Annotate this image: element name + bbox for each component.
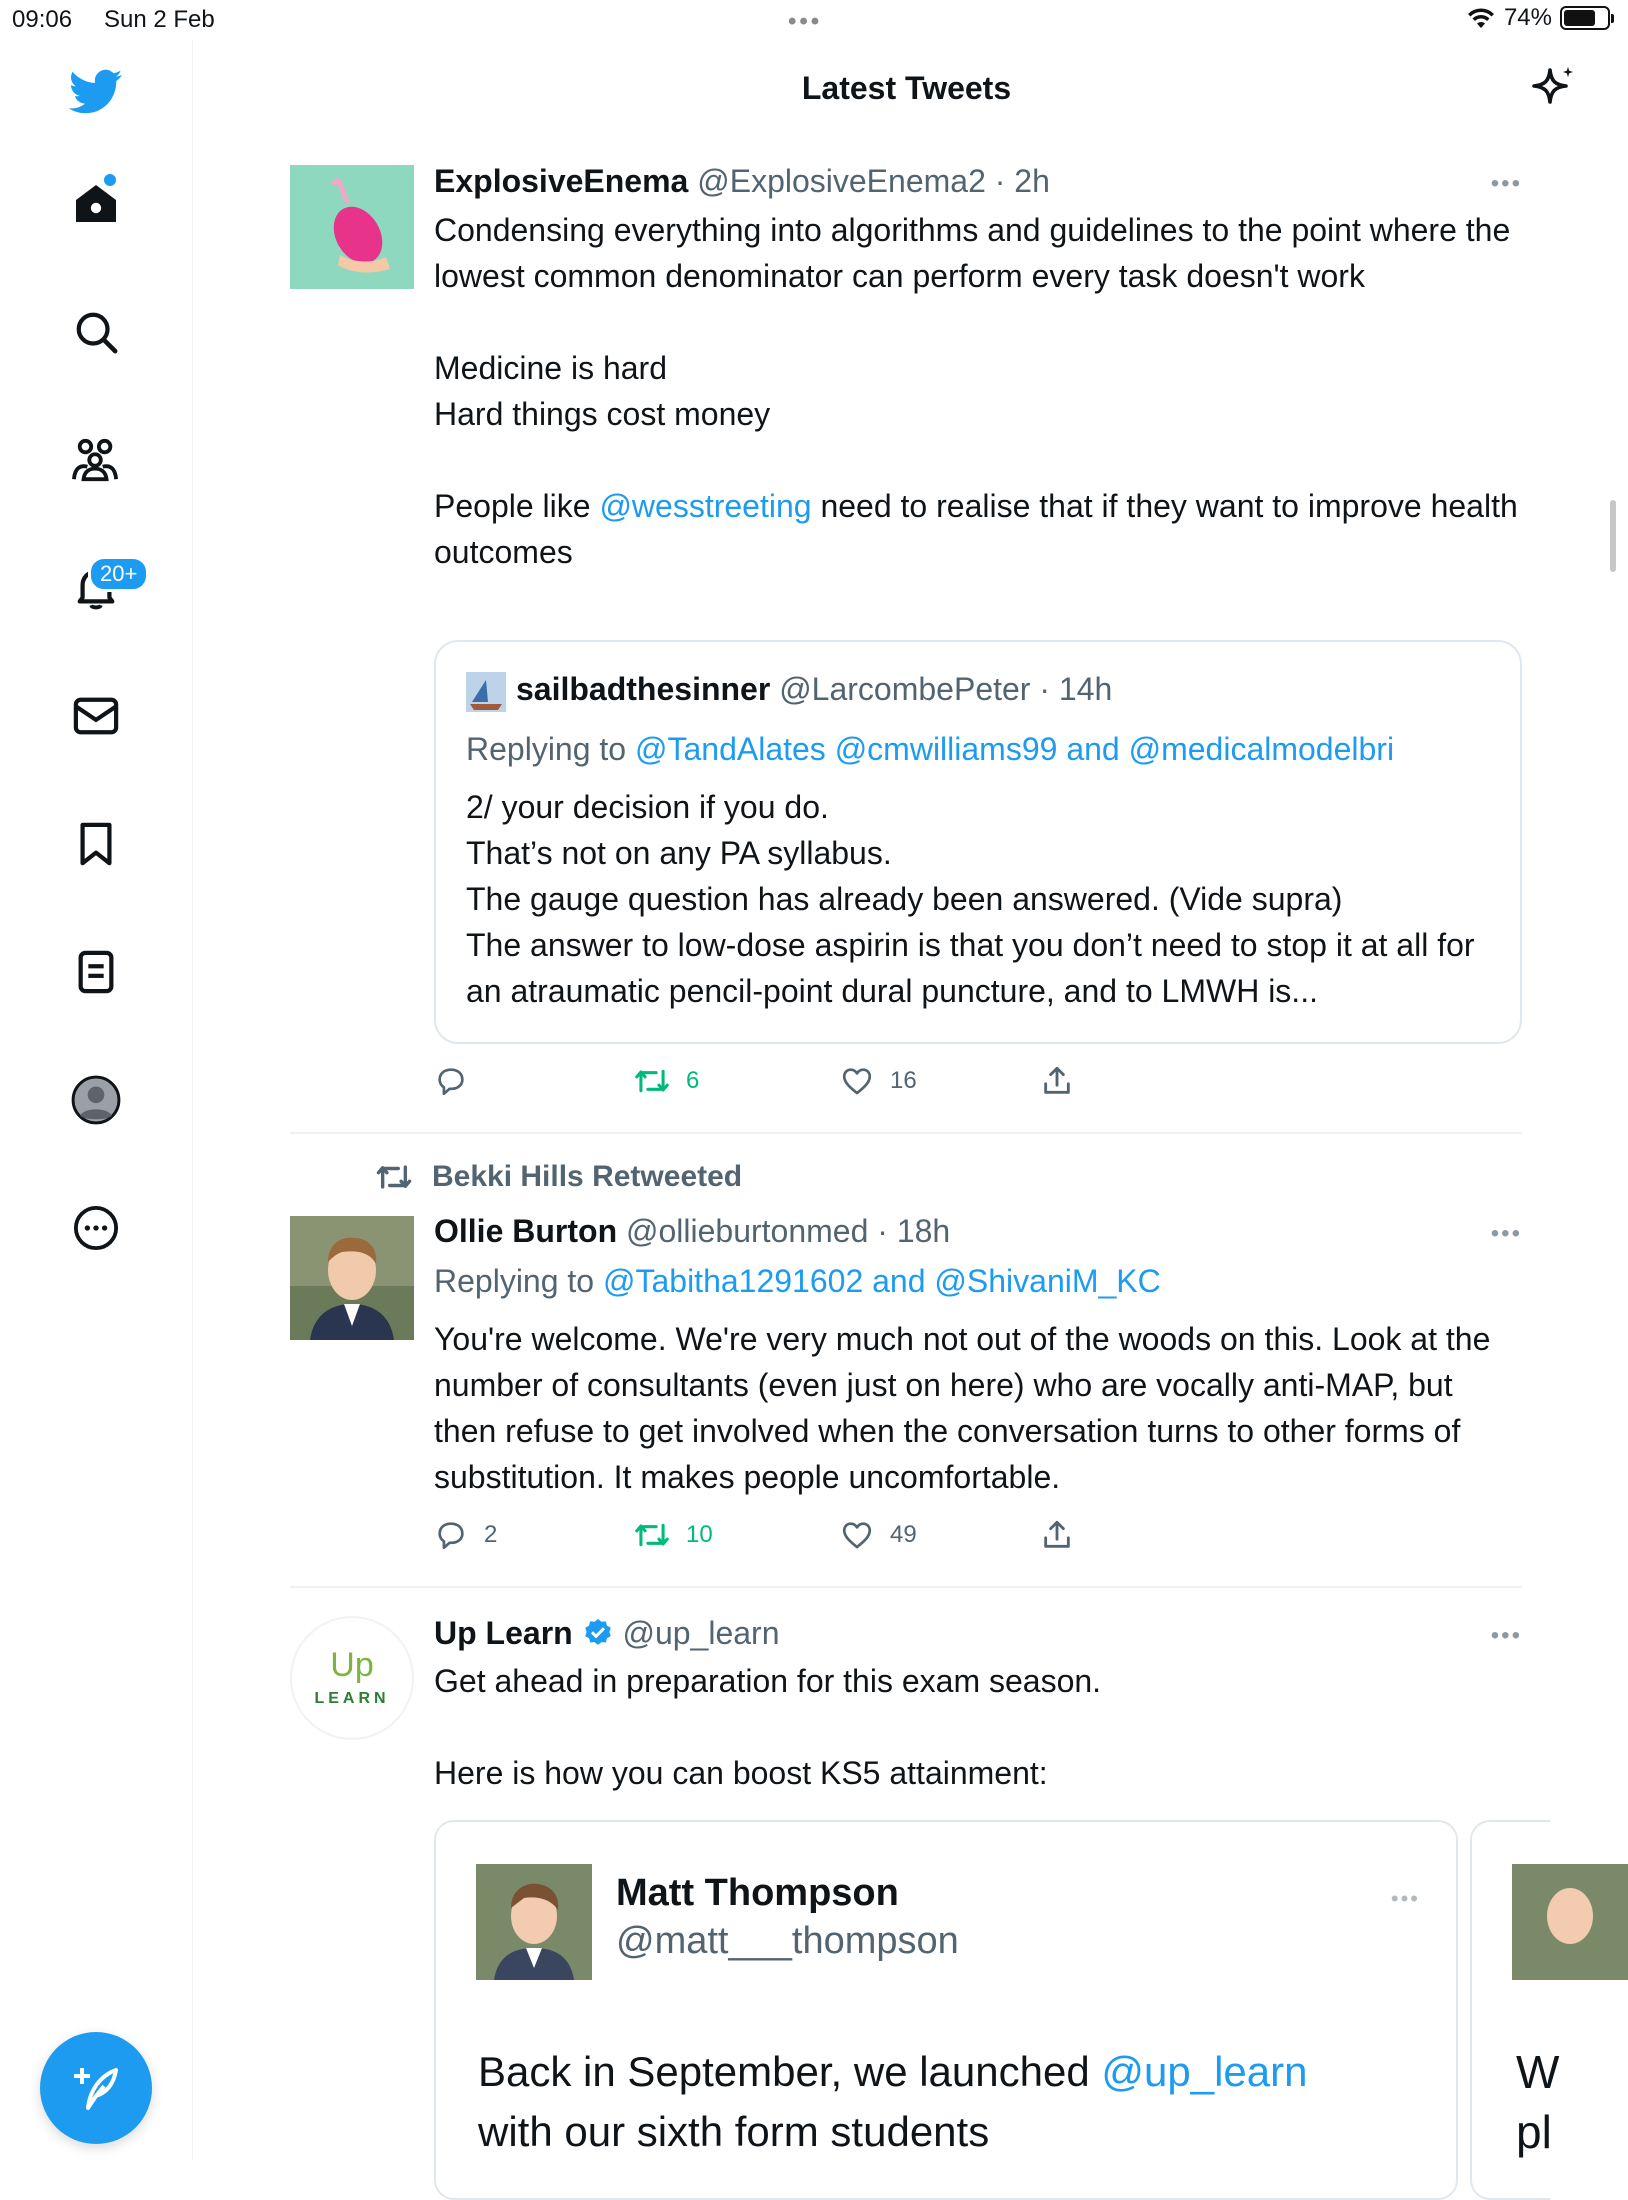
tweet-text: People like — [434, 488, 600, 524]
battery-icon — [1560, 6, 1610, 30]
sidebar — [0, 40, 193, 2160]
multitask-dots-icon[interactable]: ••• — [788, 8, 823, 35]
retweet-button[interactable] — [634, 1064, 699, 1098]
verified-badge-icon — [582, 1617, 614, 1649]
avatar[interactable] — [290, 1616, 414, 1740]
reply-icon — [434, 1518, 468, 1552]
retweeted-by[interactable] — [374, 1160, 742, 1194]
tweet-text: need to realise that if they want to improve health outcomes — [434, 488, 1518, 570]
card-author-handle: @matt___thompson — [616, 1920, 959, 1962]
reply-count: 2 — [484, 1521, 498, 1548]
retweeted-by-label: Bekki Hills Retweeted — [432, 1160, 743, 1193]
heart-icon — [840, 1064, 874, 1098]
media-card[interactable] — [434, 1820, 1458, 2200]
card-text: W — [1516, 2046, 1560, 2098]
card-text: Back in September, we launched — [478, 2048, 1102, 2095]
mail-icon[interactable] — [62, 682, 130, 750]
author-name[interactable]: Up Learn — [434, 1615, 573, 1651]
more-options-icon[interactable]: ••• — [1490, 170, 1522, 197]
tweet-text: You're welcome. We're very much not out of the woods on this. Look at the number of consultants (even just on here) who are vocally anti-MAP, but then refuse to get involved when the conversation turns to other forms of substitution. It makes people uncomfortable. — [434, 1321, 1491, 1495]
retweet-icon — [634, 1518, 670, 1552]
reply-button[interactable] — [434, 1064, 484, 1098]
retweet-icon — [634, 1064, 670, 1098]
search-icon[interactable] — [62, 298, 130, 366]
tweet-text: Here is how you can boost KS5 attainment: — [434, 1755, 1048, 1791]
avatar — [1512, 1864, 1628, 1980]
media-card-next[interactable] — [1470, 1820, 1560, 2200]
more-options-icon[interactable]: ••• — [1490, 1220, 1522, 1247]
profile-icon[interactable] — [62, 1066, 130, 1134]
mention-link[interactable]: @wesstreeting — [599, 488, 812, 524]
twitter-bird-icon[interactable] — [62, 58, 130, 126]
quoted-text: 2/ your decision if you do. — [466, 789, 829, 825]
share-icon — [1040, 1518, 1074, 1552]
more-circle-icon[interactable] — [62, 1194, 130, 1262]
retweet-count: 10 — [686, 1521, 713, 1548]
like-count: 16 — [890, 1067, 917, 1094]
avatar — [476, 1864, 592, 1980]
tweet-divider — [290, 1586, 1522, 1588]
tweet-time: · 2h — [994, 163, 1050, 199]
page-title: Latest Tweets — [801, 70, 1012, 106]
like-button[interactable] — [840, 1518, 917, 1552]
tweet-card[interactable] — [290, 1210, 1522, 1520]
share-button[interactable] — [1040, 1518, 1074, 1552]
bookmark-icon[interactable] — [62, 810, 130, 878]
tweet-text: Get ahead in preparation for this exam season. — [434, 1663, 1102, 1699]
tweet-text: Hard things cost money — [434, 396, 771, 432]
avatar — [466, 672, 506, 712]
card-mention-link: @up_learn — [1101, 2048, 1308, 2095]
list-icon[interactable] — [62, 938, 130, 1006]
replying-to-link[interactable]: @TandAlates @cmwilliams99 and @medicalmodelbri — [634, 731, 1395, 767]
wifi-icon — [1466, 6, 1496, 30]
card-text: with our sixth form students — [478, 2108, 990, 2155]
compose-feather-icon — [72, 2064, 120, 2112]
replying-label: Replying to — [434, 1263, 603, 1299]
replying-to-link[interactable]: @Tabitha1291602 and @ShivaniM_KC — [602, 1263, 1161, 1299]
sparkle-icon[interactable] — [1530, 64, 1578, 112]
like-button[interactable] — [840, 1064, 917, 1098]
quoted-author-name: sailbadthesinner — [516, 671, 771, 707]
retweet-button[interactable] — [634, 1518, 713, 1552]
author-handle[interactable]: @ExplosiveEnema2 — [697, 163, 986, 199]
notifications-badge: 20+ — [88, 556, 149, 592]
author-handle[interactable]: @ollieburtonmed — [626, 1213, 869, 1249]
card-text: pl — [1516, 2106, 1552, 2158]
avatar-text: LEARN — [314, 1690, 390, 1707]
compose-tweet-button[interactable] — [40, 2032, 152, 2144]
status-date: Sun 2 Feb — [104, 6, 215, 33]
scrollbar[interactable] — [1610, 500, 1616, 572]
communities-icon[interactable] — [62, 426, 130, 494]
quoted-text: That’s not on any PA syllabus. — [466, 835, 892, 871]
quoted-text: The answer to low-dose aspirin is that you don’t need to stop it at all for an atraumatic pencil-point dural puncture, and to LMWH is... — [466, 927, 1475, 1009]
avatar-text: Up — [330, 1646, 374, 1684]
avatar[interactable] — [290, 165, 414, 289]
quoted-tweet[interactable] — [434, 640, 1522, 1044]
tweet-text: Condensing everything into algorithms and guidelines to the point where the lowest common denominator can perform every task doesn't work — [434, 212, 1511, 294]
retweet-icon — [374, 1160, 414, 1194]
quoted-text: The gauge question has already been answered. (Vide supra) — [466, 881, 1343, 917]
battery-percent: 74% — [1503, 4, 1552, 31]
avatar[interactable] — [290, 1216, 414, 1340]
heart-icon — [840, 1518, 874, 1552]
author-handle[interactable]: @up_learn — [622, 1615, 780, 1651]
author-name[interactable]: ExplosiveEnema — [434, 163, 689, 199]
tweet-time: · 18h — [877, 1213, 951, 1249]
tweet-divider — [290, 1132, 1522, 1134]
tweet-card[interactable] — [290, 1612, 1560, 2160]
author-name[interactable]: Ollie Burton — [434, 1213, 618, 1249]
tweet-text: Medicine is hard — [434, 350, 667, 386]
share-button[interactable] — [1040, 1064, 1074, 1098]
tweet-actions — [434, 1064, 1134, 1104]
share-icon — [1040, 1064, 1074, 1098]
replying-label: Replying to — [466, 731, 635, 767]
tweet-card[interactable] — [290, 160, 1522, 1130]
card-more-icon: ••• — [1390, 1886, 1420, 1911]
home-icon[interactable] — [62, 170, 130, 238]
card-author-name: Matt Thompson — [616, 1872, 899, 1914]
quoted-tweet-time: · 14h — [1039, 671, 1113, 707]
like-count: 49 — [890, 1521, 917, 1548]
timeline-header — [193, 40, 1620, 140]
tweet-actions — [434, 1518, 1134, 1558]
status-time: 09:06 — [12, 6, 73, 33]
status-bar — [0, 0, 1620, 40]
reply-button[interactable] — [434, 1518, 497, 1552]
retweet-count: 6 — [686, 1067, 700, 1094]
more-options-icon[interactable]: ••• — [1490, 1622, 1522, 1649]
reply-icon — [434, 1064, 468, 1098]
quoted-author-handle: @LarcombePeter — [779, 671, 1031, 707]
